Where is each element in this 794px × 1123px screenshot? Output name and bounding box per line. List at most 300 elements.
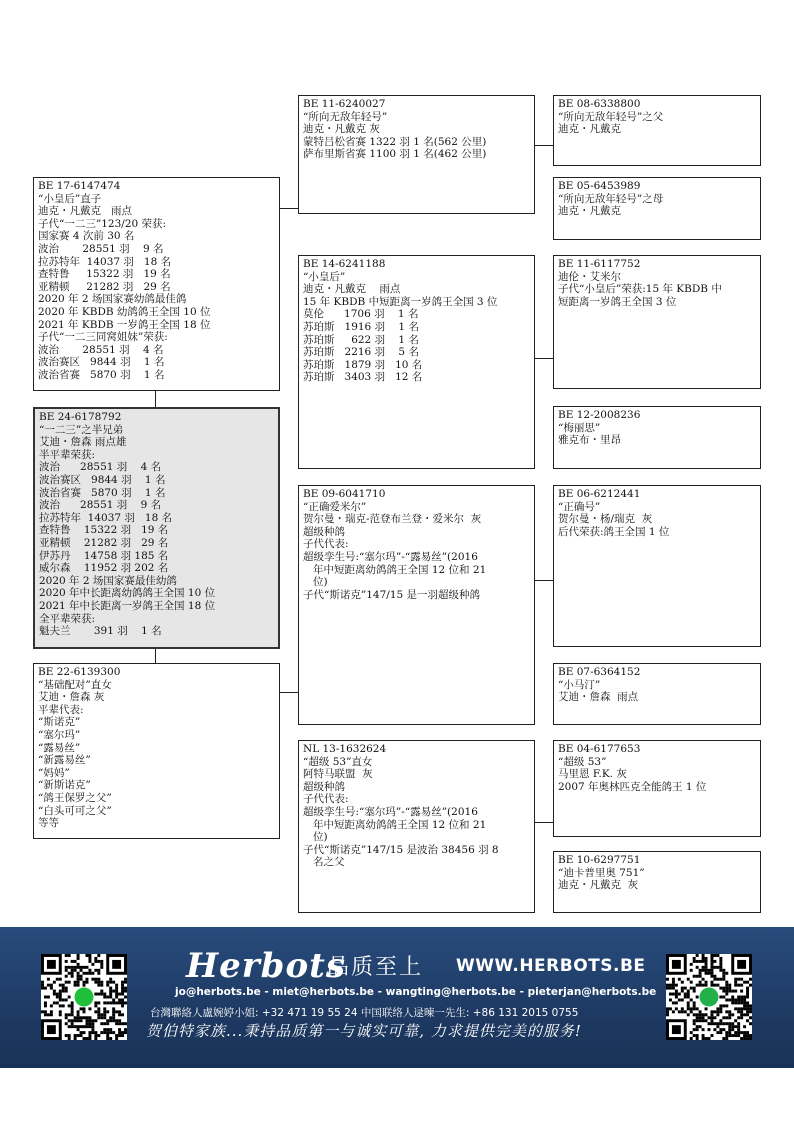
qr-module: [740, 1001, 743, 1004]
qr-module: [59, 1010, 62, 1013]
qr-module: [115, 990, 118, 993]
qr-module: [728, 1022, 731, 1025]
qr-module: [62, 987, 65, 990]
qr-module: [103, 1022, 106, 1025]
qr-module: [88, 1025, 91, 1028]
qr-module: [97, 1007, 100, 1010]
qr-module: [699, 1013, 702, 1016]
qr-module: [77, 957, 80, 960]
qr-module: [124, 1031, 127, 1034]
qr-module: [77, 975, 80, 978]
qr-module: [719, 963, 722, 966]
qr-module: [681, 998, 684, 1001]
sds-box: [553, 255, 761, 389]
qr-finder: [112, 960, 121, 969]
qr-module: [699, 1025, 702, 1028]
qr-module: [669, 1007, 672, 1010]
qr-module: [710, 975, 713, 978]
sire-box: [33, 177, 280, 391]
qr-module: [749, 1010, 752, 1013]
qr-module: [74, 981, 77, 984]
qr-module: [746, 996, 749, 999]
pedigree-line: “小皇后”直子: [38, 192, 102, 205]
qr-module: [68, 966, 71, 969]
pedigree-line: 平辈代表:: [38, 703, 84, 716]
qr-module: [88, 1007, 91, 1010]
pedigree-line: 波治赛区 9844 羽 1 名: [38, 356, 165, 369]
qr-module: [734, 1031, 737, 1034]
qr-module: [725, 984, 728, 987]
qr-module: [743, 1007, 746, 1010]
qr-module: [719, 987, 722, 990]
qr-module: [106, 1010, 109, 1013]
qr-module: [687, 978, 690, 981]
qr-module: [722, 1028, 725, 1031]
pedigree-line: 子代“斯诺克”147/15 是一羽超级种鸽: [303, 588, 481, 601]
website-link[interactable]: WWW.HERBOTS.BE: [456, 956, 646, 976]
qr-module: [124, 990, 127, 993]
connector-line: [155, 391, 156, 407]
qr-module: [713, 960, 716, 963]
qr-module: [696, 960, 699, 963]
qr-module: [666, 1010, 669, 1013]
pedigree-line: “所向无敌年轻号”之母: [558, 192, 664, 205]
pedigree-line: 查特鲁 15322 羽 19 名: [39, 524, 169, 537]
qr-module: [41, 1010, 44, 1013]
qr-module: [68, 1025, 71, 1028]
qr-module: [710, 969, 713, 972]
connector-line: [155, 649, 156, 663]
pedigree-line: “基础配对”直女: [38, 678, 112, 691]
qr-module: [708, 969, 711, 972]
qr-module: [699, 960, 702, 963]
qr-module: [716, 1031, 719, 1034]
qr-module: [83, 1010, 86, 1013]
qr-code-left-graphic: [41, 954, 127, 1040]
qr-module: [708, 972, 711, 975]
qr-module: [743, 1013, 746, 1016]
qr-module: [94, 1010, 97, 1013]
qr-module: [100, 966, 103, 969]
qr-module: [59, 978, 62, 981]
qr-module: [106, 996, 109, 999]
pedigree-line: “鸽王保罗之父”: [38, 791, 112, 804]
brand-slogan: 品质至上: [327, 955, 424, 980]
qr-module: [690, 969, 693, 972]
pedigree-line: “所向无敌年轻号”之父: [558, 110, 664, 123]
qr-module: [106, 1031, 109, 1034]
qr-module: [124, 1001, 127, 1004]
pedigree-line: “迪卡普里奥 751”: [558, 866, 645, 879]
qr-module: [737, 1025, 740, 1028]
qr-module: [725, 990, 728, 993]
pedigree-line: 子代“一二三同窝姐妹”荣获:: [38, 331, 168, 344]
qr-module: [696, 1025, 699, 1028]
qr-module: [100, 1022, 103, 1025]
qr-module: [722, 987, 725, 990]
qr-module: [713, 1016, 716, 1019]
qr-module: [740, 1010, 743, 1013]
qr-module: [719, 1010, 722, 1013]
qr-module: [103, 1013, 106, 1016]
qr-module: [740, 984, 743, 987]
pedigree-line: “梅丽思”: [558, 421, 601, 434]
qr-module: [59, 998, 62, 1001]
qr-module: [666, 1013, 669, 1016]
qr-module: [106, 981, 109, 984]
qr-module: [696, 996, 699, 999]
qr-module: [728, 1013, 731, 1016]
qr-module: [713, 966, 716, 969]
pedigree-line: 波治省赛 5870 羽 1 名: [38, 368, 165, 381]
qr-module: [746, 1031, 749, 1034]
subject-box: [33, 407, 280, 649]
pedigree-line: “正确爱米尔”: [303, 500, 367, 513]
pedigree-line: “超级 53”: [558, 755, 607, 768]
pedigree-line: 子代代表:: [303, 538, 349, 551]
qr-module: [65, 987, 68, 990]
qr-module: [734, 1007, 737, 1010]
qr-module: [675, 996, 678, 999]
qr-module: [666, 984, 669, 987]
qr-module: [719, 1004, 722, 1007]
qr-module: [693, 1007, 696, 1010]
qr-module: [91, 1028, 94, 1031]
qr-module: [50, 1004, 53, 1007]
qr-module: [53, 981, 56, 984]
email-list[interactable]: jo@herbots.be - miet@herbots.be - wangting@herbots.be - pieterjan@herbots.be: [175, 986, 657, 998]
qr-module: [737, 1031, 740, 1034]
qr-module: [47, 996, 50, 999]
qr-module: [710, 957, 713, 960]
qr-module: [115, 987, 118, 990]
pedigree-line: 等等: [38, 817, 59, 830]
qr-module: [83, 981, 86, 984]
pedigree-line: 波治省赛 5870 羽 1 名: [39, 486, 166, 499]
qr-module: [121, 998, 124, 1001]
qr-module: [728, 987, 731, 990]
qr-module: [106, 1001, 109, 1004]
qr-module: [737, 1028, 740, 1031]
qr-module: [719, 996, 722, 999]
qr-module: [100, 984, 103, 987]
qr-module: [696, 966, 699, 969]
qr-module: [44, 1004, 47, 1007]
qr-module: [59, 1013, 62, 1016]
qr-module: [88, 960, 91, 963]
qr-module: [725, 987, 728, 990]
qr-module: [88, 1031, 91, 1034]
qr-module: [71, 1001, 74, 1004]
qr-module: [97, 969, 100, 972]
qr-module: [88, 1034, 91, 1037]
qr-module: [112, 1010, 115, 1013]
qr-module: [74, 1019, 77, 1022]
qr-module: [77, 963, 80, 966]
qr-module: [713, 954, 716, 957]
qr-module: [749, 984, 752, 987]
qr-module: [112, 1016, 115, 1019]
qr-module: [725, 981, 728, 984]
pedigree-line: 波治 28551 羽 4 名: [38, 343, 164, 356]
pedigree-line: 2020 年 KBDB 幼鸽鸽王全国 10 位: [38, 305, 211, 318]
ss-box: [298, 95, 535, 214]
qr-module: [719, 969, 722, 972]
pedigree-line: 2020 年 2 场国家赛幼鸽最佳鸽: [38, 293, 187, 306]
qr-module: [112, 990, 115, 993]
qr-module: [85, 978, 88, 981]
qr-module: [94, 1037, 97, 1040]
qr-module: [94, 1034, 97, 1037]
qr-module: [690, 987, 693, 990]
ring-number: BE 06-6212441: [558, 488, 641, 500]
qr-module: [65, 960, 68, 963]
qr-module: [91, 1019, 94, 1022]
qr-module: [97, 972, 100, 975]
pedigree-line: 贺尔曼・杨/瑞克 灰: [558, 513, 653, 526]
qr-module: [74, 969, 77, 972]
qr-module: [705, 1037, 708, 1040]
qr-module: [124, 978, 127, 981]
qr-module: [41, 987, 44, 990]
pedigree-line: 迪克・凡戴克 灰: [558, 879, 639, 892]
qr-module: [705, 969, 708, 972]
qr-module: [681, 981, 684, 984]
qr-module: [59, 984, 62, 987]
qr-module: [710, 1013, 713, 1016]
qr-module: [88, 954, 91, 957]
qr-module: [678, 998, 681, 1001]
qr-module: [728, 1016, 731, 1019]
qr-module: [44, 996, 47, 999]
qr-module: [56, 978, 59, 981]
qr-module: [716, 1013, 719, 1016]
pedigree-line: “新露易丝”: [38, 754, 91, 767]
qr-module: [746, 1007, 749, 1010]
qr-module: [702, 978, 705, 981]
qr-module: [41, 981, 44, 984]
qr-module: [690, 1010, 693, 1013]
qr-module: [85, 1019, 88, 1022]
connector-line: [280, 692, 298, 693]
qr-module: [705, 1013, 708, 1016]
qr-module: [71, 969, 74, 972]
qr-module: [722, 978, 725, 981]
qr-module: [743, 1025, 746, 1028]
pedigree-line: 后代荣获:鸽王全国 1 位: [558, 525, 670, 538]
qr-module: [740, 1007, 743, 1010]
qr-module: [77, 981, 80, 984]
qr-module: [65, 975, 68, 978]
qr-module: [83, 1007, 86, 1010]
qr-module: [88, 1037, 91, 1040]
qr-module: [77, 1028, 80, 1031]
qr-module: [705, 966, 708, 969]
qr-module: [728, 998, 731, 1001]
qr-module: [118, 1013, 121, 1016]
qr-module: [68, 981, 71, 984]
qr-module: [118, 1034, 121, 1037]
qr-module: [672, 1001, 675, 1004]
qr-module: [749, 1037, 752, 1040]
qr-module: [722, 975, 725, 978]
qr-module: [94, 981, 97, 984]
qr-module: [743, 1031, 746, 1034]
qr-module: [731, 1001, 734, 1004]
qr-module: [121, 1022, 124, 1025]
qr-module: [687, 1004, 690, 1007]
line-icon: [75, 988, 94, 1007]
qr-module: [690, 1031, 693, 1034]
qr-module: [731, 1013, 734, 1016]
qr-module: [740, 996, 743, 999]
qr-module: [80, 975, 83, 978]
qr-module: [728, 1031, 731, 1034]
connector-line: [535, 145, 553, 146]
pedigree-line: 拉苏特年 14037 羽 18 名: [39, 511, 173, 524]
qr-module: [690, 1037, 693, 1040]
qr-module: [699, 984, 702, 987]
qr-module: [693, 1022, 696, 1025]
qr-code-right-graphic: [666, 954, 752, 1040]
qr-module: [115, 1037, 118, 1040]
qr-module: [687, 1013, 690, 1016]
qr-module: [719, 1007, 722, 1010]
qr-module: [684, 987, 687, 990]
qr-module: [690, 998, 693, 1001]
ring-number: BE 11-6240027: [303, 98, 386, 110]
qr-module: [734, 978, 737, 981]
qr-module: [71, 1007, 74, 1010]
qr-module: [734, 1025, 737, 1028]
ring-number: BE 05-6453989: [558, 180, 641, 192]
qr-module: [103, 1031, 106, 1034]
qr-module: [728, 990, 731, 993]
qr-module: [106, 1037, 109, 1040]
qr-module: [666, 987, 669, 990]
qr-module: [77, 966, 80, 969]
pedigree-line: 位): [303, 576, 328, 589]
qr-module: [699, 1010, 702, 1013]
qr-module: [743, 998, 746, 1001]
qr-module: [743, 996, 746, 999]
qr-module: [696, 954, 699, 957]
qr-finder: [737, 960, 746, 969]
dsd-box: [553, 663, 761, 725]
pedigree-line: “白头可可之父”: [38, 804, 112, 817]
ring-number: BE 12-2008236: [558, 409, 641, 421]
pedigree-line: 艾迪・詹森 雨点: [558, 691, 639, 704]
qr-module: [743, 1037, 746, 1040]
qr-module: [696, 984, 699, 987]
pedigree-line: 超级孪生号:“塞尔玛”-“露易丝”(2016: [303, 805, 478, 818]
qr-module: [103, 1016, 106, 1019]
qr-module: [53, 993, 56, 996]
qr-module: [77, 1013, 80, 1016]
qr-module: [690, 1007, 693, 1010]
qr-module: [97, 1010, 100, 1013]
qr-module: [97, 960, 100, 963]
qr-module: [666, 978, 669, 981]
qr-finder: [672, 960, 681, 969]
qr-module: [719, 957, 722, 960]
pedigree-line: 半平辈荣获:: [39, 448, 96, 461]
qr-module: [85, 1016, 88, 1019]
qr-module: [713, 1010, 716, 1013]
qr-module: [672, 993, 675, 996]
qr-module: [83, 972, 86, 975]
contact-phones: 台灣聯絡人盧婉婷小姐: +32 471 19 55 24 中国联络人逯暕一先生: +86 131 2015 0755: [150, 1007, 579, 1019]
qr-module: [719, 966, 722, 969]
qr-module: [725, 1031, 728, 1034]
qr-module: [94, 1019, 97, 1022]
qr-module: [734, 1034, 737, 1037]
qr-module: [47, 978, 50, 981]
qr-module: [740, 978, 743, 981]
qr-module: [97, 1001, 100, 1004]
qr-module: [716, 978, 719, 981]
pedigree-line: 子代“小皇后”荣获:15 年 KBDB 中: [558, 283, 722, 296]
qr-module: [100, 1031, 103, 1034]
qr-module: [109, 996, 112, 999]
pedigree-line: 艾迪・詹森 雨点雄: [39, 436, 127, 449]
qr-module: [728, 1028, 731, 1031]
qr-module: [687, 990, 690, 993]
qr-module: [725, 1004, 728, 1007]
qr-module: [77, 1025, 80, 1028]
qr-module: [71, 1025, 74, 1028]
qr-module: [80, 1016, 83, 1019]
qr-module: [713, 1022, 716, 1025]
pedigree-line: 年中短距离幼鸽鸽王全国 12 位和 21: [303, 818, 487, 831]
qr-module: [702, 969, 705, 972]
qr-module: [705, 1019, 708, 1022]
qr-module: [693, 1019, 696, 1022]
qr-module: [103, 1007, 106, 1010]
qr-module: [719, 1019, 722, 1022]
qr-module: [669, 984, 672, 987]
qr-module: [65, 954, 68, 957]
qr-module: [684, 1010, 687, 1013]
pedigree-line: “新斯诺克”: [38, 779, 91, 792]
qr-module: [693, 1001, 696, 1004]
qr-module: [743, 1001, 746, 1004]
qr-module: [737, 1010, 740, 1013]
qr-module: [705, 1007, 708, 1010]
qr-module: [699, 975, 702, 978]
qr-module: [696, 1007, 699, 1010]
qr-module: [56, 996, 59, 999]
sd-box: [298, 255, 535, 469]
qr-module: [702, 1037, 705, 1040]
qr-module: [71, 960, 74, 963]
qr-module: [746, 1010, 749, 1013]
qr-module: [91, 1022, 94, 1025]
qr-module: [85, 981, 88, 984]
qr-module: [118, 1010, 121, 1013]
qr-module: [50, 984, 53, 987]
qr-module: [681, 990, 684, 993]
pedigree-line: 亚精顿 21282 羽 29 名: [38, 280, 171, 293]
qr-module: [59, 996, 62, 999]
qr-module: [728, 1010, 731, 1013]
qr-module: [669, 993, 672, 996]
pedigree-line: “小马汀”: [558, 678, 601, 691]
qr-module: [97, 954, 100, 957]
qr-module: [746, 1001, 749, 1004]
pedigree-line: 名之父: [303, 856, 345, 869]
qr-module: [749, 1004, 752, 1007]
